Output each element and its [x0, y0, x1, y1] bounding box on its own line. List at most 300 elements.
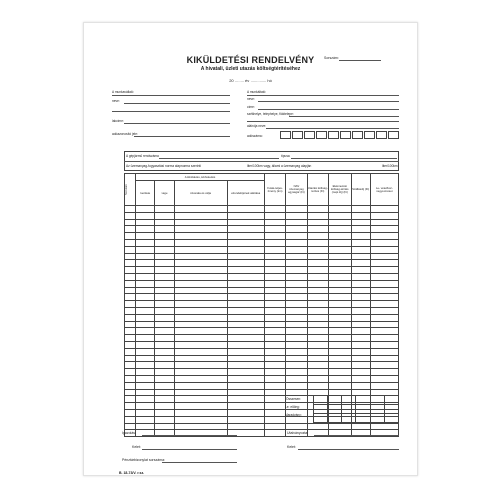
- table-cell[interactable]: [329, 226, 352, 233]
- table-cell[interactable]: [351, 348, 370, 355]
- table-cell[interactable]: [155, 362, 174, 369]
- table-cell[interactable]: [264, 375, 285, 382]
- table-cell[interactable]: [329, 362, 352, 369]
- table-cell[interactable]: [286, 239, 307, 246]
- table-cell[interactable]: [155, 355, 174, 362]
- table-cell[interactable]: [370, 328, 398, 335]
- table-cell[interactable]: [155, 301, 174, 308]
- table-cell[interactable]: [125, 335, 136, 342]
- table-cell[interactable]: [286, 341, 307, 348]
- table-cell[interactable]: [136, 375, 155, 382]
- table-cell[interactable]: [136, 206, 155, 213]
- table-cell[interactable]: [174, 273, 227, 280]
- table-cell[interactable]: [227, 314, 264, 321]
- table-cell[interactable]: [125, 280, 136, 287]
- table-cell[interactable]: [351, 212, 370, 219]
- table-cell[interactable]: [307, 212, 328, 219]
- table-cell[interactable]: [351, 301, 370, 308]
- table-cell[interactable]: [155, 335, 174, 342]
- table-cell[interactable]: [125, 389, 136, 396]
- table-cell[interactable]: [307, 348, 328, 355]
- table-cell[interactable]: [136, 409, 155, 416]
- table-cell[interactable]: [227, 369, 264, 376]
- table-cell[interactable]: [174, 267, 227, 274]
- table-cell[interactable]: [227, 355, 264, 362]
- table-cell[interactable]: [155, 348, 174, 355]
- table-cell[interactable]: [125, 409, 136, 416]
- table-cell[interactable]: [227, 273, 264, 280]
- table-cell[interactable]: [125, 219, 136, 226]
- table-cell[interactable]: [286, 294, 307, 301]
- table-cell[interactable]: [286, 416, 307, 423]
- table-cell[interactable]: [351, 321, 370, 328]
- table-cell[interactable]: [125, 246, 136, 253]
- table-cell[interactable]: [264, 430, 285, 437]
- table-cell[interactable]: [155, 206, 174, 213]
- table-cell[interactable]: [125, 314, 136, 321]
- table-cell[interactable]: [174, 369, 227, 376]
- table-cell[interactable]: [351, 246, 370, 253]
- table-cell[interactable]: [227, 362, 264, 369]
- table-cell[interactable]: [264, 206, 285, 213]
- table-cell[interactable]: [264, 273, 285, 280]
- table-cell[interactable]: [227, 206, 264, 213]
- table-cell[interactable]: [286, 328, 307, 335]
- table-cell[interactable]: [264, 409, 285, 416]
- table-cell[interactable]: [125, 355, 136, 362]
- table-cell[interactable]: [174, 396, 227, 403]
- table-cell[interactable]: [370, 301, 398, 308]
- table-cell[interactable]: [264, 355, 285, 362]
- table-cell[interactable]: [286, 362, 307, 369]
- table-cell[interactable]: [264, 362, 285, 369]
- table-cell[interactable]: [136, 389, 155, 396]
- table-cell[interactable]: [286, 423, 307, 430]
- table-cell[interactable]: [136, 294, 155, 301]
- table-cell[interactable]: [155, 294, 174, 301]
- table-cell[interactable]: [370, 226, 398, 233]
- table-cell[interactable]: [370, 348, 398, 355]
- table-cell[interactable]: [136, 396, 155, 403]
- table-cell[interactable]: [125, 396, 136, 403]
- table-cell[interactable]: [136, 301, 155, 308]
- employee-address-field[interactable]: [124, 123, 230, 124]
- table-cell[interactable]: [351, 307, 370, 314]
- table-cell[interactable]: [286, 233, 307, 240]
- table-cell[interactable]: [307, 273, 328, 280]
- table-cell[interactable]: [125, 226, 136, 233]
- table-cell[interactable]: [307, 287, 328, 294]
- table-cell[interactable]: [264, 369, 285, 376]
- table-cell[interactable]: [227, 212, 264, 219]
- table-cell[interactable]: [125, 233, 136, 240]
- table-cell[interactable]: [155, 233, 174, 240]
- table-cell[interactable]: [307, 382, 328, 389]
- table-cell[interactable]: [329, 321, 352, 328]
- table-cell[interactable]: [351, 260, 370, 267]
- table-cell[interactable]: [286, 348, 307, 355]
- table-cell[interactable]: [125, 287, 136, 294]
- employer-tax-boxes[interactable]: [280, 131, 399, 139]
- table-cell[interactable]: [227, 403, 264, 410]
- table-cell[interactable]: [174, 233, 227, 240]
- table-cell[interactable]: [125, 321, 136, 328]
- table-cell[interactable]: [155, 382, 174, 389]
- table-cell[interactable]: [174, 335, 227, 342]
- table-cell[interactable]: [125, 328, 136, 335]
- table-cell[interactable]: [286, 382, 307, 389]
- table-cell[interactable]: [174, 226, 227, 233]
- table-cell[interactable]: [155, 403, 174, 410]
- table-cell[interactable]: [329, 253, 352, 260]
- table-cell[interactable]: [351, 280, 370, 287]
- table-cell[interactable]: [307, 355, 328, 362]
- table-cell[interactable]: [136, 328, 155, 335]
- table-cell[interactable]: [351, 239, 370, 246]
- table-cell[interactable]: [174, 260, 227, 267]
- table-cell[interactable]: [307, 335, 328, 342]
- table-cell[interactable]: [264, 253, 285, 260]
- table-cell[interactable]: [370, 287, 398, 294]
- table-cell[interactable]: [370, 206, 398, 213]
- table-cell[interactable]: [329, 423, 352, 430]
- table-cell[interactable]: [307, 321, 328, 328]
- table-cell[interactable]: [370, 294, 398, 301]
- table-cell[interactable]: [136, 253, 155, 260]
- table-cell[interactable]: [370, 314, 398, 321]
- table-cell[interactable]: [307, 206, 328, 213]
- table-cell[interactable]: [286, 321, 307, 328]
- table-cell[interactable]: [329, 212, 352, 219]
- employer-name-field[interactable]: [258, 101, 399, 102]
- table-cell[interactable]: [370, 355, 398, 362]
- table-cell[interactable]: [227, 321, 264, 328]
- table-cell[interactable]: [351, 341, 370, 348]
- table-cell[interactable]: [264, 239, 285, 246]
- table-cell[interactable]: [286, 219, 307, 226]
- cash-number-field[interactable]: [162, 462, 237, 463]
- table-cell[interactable]: [155, 212, 174, 219]
- table-cell[interactable]: [227, 226, 264, 233]
- table-cell[interactable]: [351, 226, 370, 233]
- table-cell[interactable]: [329, 294, 352, 301]
- table-cell[interactable]: [307, 253, 328, 260]
- table-cell[interactable]: [307, 362, 328, 369]
- table-cell[interactable]: [155, 287, 174, 294]
- table-cell[interactable]: [227, 389, 264, 396]
- table-cell[interactable]: [174, 409, 227, 416]
- table-cell[interactable]: [370, 362, 398, 369]
- table-cell[interactable]: [136, 226, 155, 233]
- table-cell[interactable]: [155, 416, 174, 423]
- table-cell[interactable]: [125, 294, 136, 301]
- table-cell[interactable]: [174, 253, 227, 260]
- table-cell[interactable]: [125, 375, 136, 382]
- table-cell[interactable]: [227, 396, 264, 403]
- table-cell[interactable]: [351, 219, 370, 226]
- table-cell[interactable]: [227, 328, 264, 335]
- table-cell[interactable]: [370, 267, 398, 274]
- table-cell[interactable]: [286, 335, 307, 342]
- table-cell[interactable]: [227, 246, 264, 253]
- table-cell[interactable]: [227, 267, 264, 274]
- table-cell[interactable]: [174, 212, 227, 219]
- table-cell[interactable]: [125, 260, 136, 267]
- table-cell[interactable]: [227, 348, 264, 355]
- table-cell[interactable]: [264, 233, 285, 240]
- settler-field[interactable]: [314, 435, 399, 436]
- table-cell[interactable]: [136, 280, 155, 287]
- table-cell[interactable]: [307, 280, 328, 287]
- table-cell[interactable]: [351, 314, 370, 321]
- table-cell[interactable]: [174, 362, 227, 369]
- table-cell[interactable]: [136, 233, 155, 240]
- table-cell[interactable]: [136, 362, 155, 369]
- table-cell[interactable]: [136, 314, 155, 321]
- table-cell[interactable]: [370, 335, 398, 342]
- table-cell[interactable]: [125, 253, 136, 260]
- table-cell[interactable]: [264, 246, 285, 253]
- table-cell[interactable]: [136, 260, 155, 267]
- table-cell[interactable]: [351, 335, 370, 342]
- table-cell[interactable]: [155, 321, 174, 328]
- table-cell[interactable]: [136, 219, 155, 226]
- table-cell[interactable]: [329, 341, 352, 348]
- table-cell[interactable]: [136, 239, 155, 246]
- table-cell[interactable]: [286, 307, 307, 314]
- table-cell[interactable]: [370, 233, 398, 240]
- table-cell[interactable]: [264, 382, 285, 389]
- table-cell[interactable]: [307, 267, 328, 274]
- table-cell[interactable]: [174, 403, 227, 410]
- table-cell[interactable]: [174, 219, 227, 226]
- table-cell[interactable]: [136, 403, 155, 410]
- table-cell[interactable]: [370, 369, 398, 376]
- table-cell[interactable]: [286, 314, 307, 321]
- table-cell[interactable]: [264, 321, 285, 328]
- table-cell[interactable]: [370, 382, 398, 389]
- table-cell[interactable]: [125, 239, 136, 246]
- table-cell[interactable]: [307, 294, 328, 301]
- table-cell[interactable]: [155, 226, 174, 233]
- table-cell[interactable]: [307, 423, 328, 430]
- table-cell[interactable]: [329, 301, 352, 308]
- table-cell[interactable]: [227, 409, 264, 416]
- table-cell[interactable]: [136, 341, 155, 348]
- table-cell[interactable]: [125, 341, 136, 348]
- table-cell[interactable]: [351, 267, 370, 274]
- table-cell[interactable]: [227, 219, 264, 226]
- table-cell[interactable]: [351, 355, 370, 362]
- table-cell[interactable]: [155, 253, 174, 260]
- table-cell[interactable]: [286, 226, 307, 233]
- table-cell[interactable]: [125, 301, 136, 308]
- table-cell[interactable]: [227, 260, 264, 267]
- table-cell[interactable]: [351, 206, 370, 213]
- table-cell[interactable]: [155, 375, 174, 382]
- table-cell[interactable]: [351, 287, 370, 294]
- table-cell[interactable]: [307, 307, 328, 314]
- table-cell[interactable]: [329, 280, 352, 287]
- table-cell[interactable]: [264, 219, 285, 226]
- table-cell[interactable]: [329, 267, 352, 274]
- table-cell[interactable]: [136, 335, 155, 342]
- employer-site-field[interactable]: [289, 116, 399, 117]
- table-cell[interactable]: [227, 301, 264, 308]
- table-cell[interactable]: [286, 206, 307, 213]
- table-cell[interactable]: [155, 341, 174, 348]
- table-cell[interactable]: [329, 260, 352, 267]
- table-cell[interactable]: [264, 212, 285, 219]
- table-cell[interactable]: [174, 239, 227, 246]
- table-cell[interactable]: [329, 233, 352, 240]
- table-cell[interactable]: [264, 301, 285, 308]
- table-cell[interactable]: [329, 273, 352, 280]
- table-cell[interactable]: [155, 389, 174, 396]
- table-cell[interactable]: [264, 389, 285, 396]
- table-cell[interactable]: [264, 280, 285, 287]
- table-cell[interactable]: [307, 375, 328, 382]
- table-cell[interactable]: [174, 382, 227, 389]
- table-cell[interactable]: [264, 287, 285, 294]
- table-cell[interactable]: [329, 307, 352, 314]
- table-cell[interactable]: [370, 307, 398, 314]
- table-cell[interactable]: [329, 287, 352, 294]
- table-cell[interactable]: [136, 307, 155, 314]
- table-cell[interactable]: [370, 253, 398, 260]
- table-cell[interactable]: [370, 219, 398, 226]
- date-field-2[interactable]: [298, 449, 399, 450]
- employee-tax-field[interactable]: [134, 136, 230, 137]
- table-cell[interactable]: [307, 328, 328, 335]
- table-cell[interactable]: [174, 294, 227, 301]
- table-cell[interactable]: [264, 416, 285, 423]
- table-cell[interactable]: [307, 239, 328, 246]
- table-cell[interactable]: [155, 423, 174, 430]
- table-cell[interactable]: [286, 369, 307, 376]
- table-cell[interactable]: [227, 239, 264, 246]
- table-cell[interactable]: [286, 212, 307, 219]
- table-cell[interactable]: [174, 246, 227, 253]
- table-cell[interactable]: [329, 239, 352, 246]
- table-cell[interactable]: [264, 348, 285, 355]
- table-cell[interactable]: [329, 219, 352, 226]
- table-cell[interactable]: [227, 294, 264, 301]
- table-cell[interactable]: [174, 301, 227, 308]
- table-cell[interactable]: [286, 267, 307, 274]
- table-cell[interactable]: [286, 287, 307, 294]
- vehicle-plate-field[interactable]: [159, 158, 279, 159]
- table-cell[interactable]: [136, 382, 155, 389]
- table-cell[interactable]: [264, 328, 285, 335]
- table-cell[interactable]: [370, 212, 398, 219]
- table-cell[interactable]: [125, 267, 136, 274]
- table-cell[interactable]: [136, 246, 155, 253]
- table-cell[interactable]: [307, 314, 328, 321]
- table-cell[interactable]: [227, 253, 264, 260]
- table-cell[interactable]: [155, 273, 174, 280]
- table-cell[interactable]: [370, 321, 398, 328]
- table-cell[interactable]: [307, 233, 328, 240]
- table-cell[interactable]: [307, 260, 328, 267]
- employer-signer-field[interactable]: [266, 128, 399, 129]
- table-cell[interactable]: [264, 396, 285, 403]
- table-cell[interactable]: [174, 321, 227, 328]
- table-cell[interactable]: [174, 328, 227, 335]
- table-cell[interactable]: [370, 239, 398, 246]
- table-cell[interactable]: [351, 233, 370, 240]
- table-cell[interactable]: [155, 280, 174, 287]
- table-cell[interactable]: [174, 348, 227, 355]
- table-cell[interactable]: [351, 294, 370, 301]
- table-cell[interactable]: [329, 355, 352, 362]
- table-cell[interactable]: [351, 375, 370, 382]
- table-cell[interactable]: [264, 307, 285, 314]
- table-cell[interactable]: [155, 260, 174, 267]
- table-cell[interactable]: [307, 341, 328, 348]
- table-cell[interactable]: [136, 287, 155, 294]
- table-cell[interactable]: [174, 307, 227, 314]
- table-cell[interactable]: [174, 314, 227, 321]
- table-cell[interactable]: [264, 403, 285, 410]
- table-cell[interactable]: [351, 253, 370, 260]
- table-cell[interactable]: [307, 369, 328, 376]
- table-cell[interactable]: [136, 348, 155, 355]
- table-cell[interactable]: [174, 280, 227, 287]
- table-cell[interactable]: [174, 287, 227, 294]
- table-cell[interactable]: [155, 307, 174, 314]
- table-cell[interactable]: [329, 348, 352, 355]
- table-cell[interactable]: [136, 212, 155, 219]
- table-cell[interactable]: [286, 280, 307, 287]
- table-cell[interactable]: [227, 382, 264, 389]
- table-cell[interactable]: [264, 260, 285, 267]
- table-cell[interactable]: [351, 328, 370, 335]
- table-cell[interactable]: [264, 423, 285, 430]
- table-cell[interactable]: [125, 382, 136, 389]
- table-cell[interactable]: [155, 314, 174, 321]
- table-cell[interactable]: [136, 423, 155, 430]
- table-cell[interactable]: [155, 369, 174, 376]
- table-cell[interactable]: [264, 226, 285, 233]
- table-cell[interactable]: [136, 273, 155, 280]
- table-cell[interactable]: [174, 375, 227, 382]
- table-cell[interactable]: [155, 328, 174, 335]
- table-cell[interactable]: [174, 416, 227, 423]
- table-cell[interactable]: [286, 355, 307, 362]
- table-cell[interactable]: [329, 335, 352, 342]
- table-cell[interactable]: [125, 362, 136, 369]
- table-cell[interactable]: [329, 206, 352, 213]
- table-cell[interactable]: [155, 267, 174, 274]
- table-cell[interactable]: [174, 389, 227, 396]
- table-cell[interactable]: [125, 206, 136, 213]
- certify-field[interactable]: [142, 435, 237, 436]
- table-cell[interactable]: [125, 423, 136, 430]
- table-cell[interactable]: [125, 273, 136, 280]
- table-cell[interactable]: [136, 267, 155, 274]
- table-cell[interactable]: [329, 382, 352, 389]
- table-cell[interactable]: [370, 341, 398, 348]
- table-cell[interactable]: [286, 389, 307, 396]
- table-cell[interactable]: [125, 307, 136, 314]
- table-cell[interactable]: [264, 314, 285, 321]
- table-cell[interactable]: [370, 423, 398, 430]
- table-cell[interactable]: [329, 246, 352, 253]
- table-cell[interactable]: [174, 206, 227, 213]
- table-cell[interactable]: [286, 375, 307, 382]
- table-cell[interactable]: [351, 382, 370, 389]
